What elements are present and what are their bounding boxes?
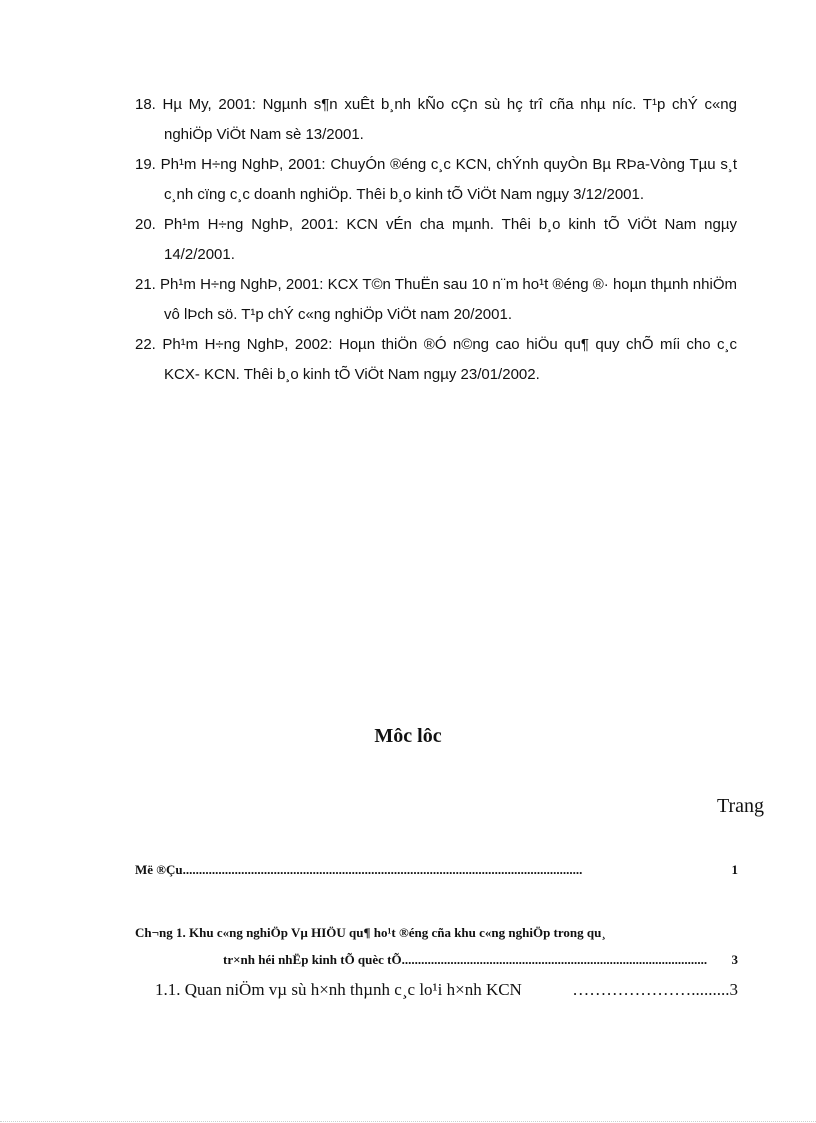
reference-list bbox=[135, 90, 737, 390]
reference-number: 20. bbox=[135, 216, 156, 233]
toc-entry-chapter1-line2[interactable] bbox=[223, 952, 738, 968]
reference-item bbox=[135, 90, 737, 150]
toc-entry-intro[interactable] bbox=[135, 862, 738, 878]
toc-leader-dots: .............................................................................................. bbox=[401, 952, 708, 967]
toc-page-number: 1 bbox=[731, 862, 738, 877]
reference-number: 21. bbox=[135, 276, 156, 293]
reference-text: Ph¹m H÷ng NghÞ, 2001: KCX T©n ThuËn sau 10 n¨m ho¹t ®éng ®· hoµn thµnh nhiÖm vô lÞch sö. T¹p chÝ c«ng nghiÖp ViÖt nam 20/2001. bbox=[160, 276, 737, 323]
reference-text: Ph¹m H÷ng NghÞ, 2001: ChuyÓn ®éng c¸c KCN, chÝnh quyÒn Bµ RÞa-Vòng Tµu s¸t c¸nh cïng c¸c doanh nghiÖp. Thêi b¸o kinh tÕ ViÖt Nam ngµy 3/12/2001. bbox=[160, 156, 737, 203]
toc-entry-section-1-1[interactable] bbox=[155, 980, 738, 1000]
toc-entry-label: Ch¬ng 1. Khu c«ng nghiÖp Vµ HIÖU qu¶ ho¹t ®éng cña khu c«ng nghiÖp trong qu¸ bbox=[135, 925, 606, 940]
reference-item bbox=[135, 330, 737, 390]
toc-page-number: 3 bbox=[729, 980, 738, 999]
reference-item bbox=[135, 270, 737, 330]
toc-entry-label: Më ®Çu bbox=[135, 862, 183, 877]
reference-text: Ph¹m H÷ng NghÞ, 2002: Hoµn thiÖn ®Ó n©ng cao hiÖu qu¶ quy chÕ míi cho c¸c KCX- KCN. Thêi b¸o kinh tÕ ViÖt Nam ngµy 23/01/2002. bbox=[162, 336, 737, 383]
toc-entry-label: tr×nh héi nhËp kinh tÕ quèc tÕ bbox=[223, 952, 402, 967]
reference-number: 18. bbox=[135, 96, 156, 113]
page-bottom-divider bbox=[0, 1121, 816, 1122]
toc-leader-dots: ........................................................................................................................... bbox=[182, 862, 583, 877]
reference-text: Ph¹m H÷ng NghÞ, 2001: KCN vÉn cha mµnh. Thêi b¸o kinh tÕ ViÖt Nam ngµy 14/2/2001. bbox=[163, 216, 737, 263]
toc-entry-chapter1-line1[interactable] bbox=[135, 925, 735, 941]
reference-number: 19. bbox=[135, 156, 156, 173]
toc-page-number: 3 bbox=[731, 952, 738, 967]
toc-entry-label: 1.1. Quan niÖm vµ sù h×nh thµnh c¸c lo¹i h×nh KCN bbox=[155, 980, 522, 999]
reference-text: Hµ My, 2001: Ngµnh s¶n xuÊt b¸nh kÑo cÇn sù hç trî cña nhµ níc. T¹p chÝ c«ng nghiÖp ViÖt Nam sè 13/2001. bbox=[162, 96, 737, 143]
reference-item bbox=[135, 150, 737, 210]
reference-number: 22. bbox=[135, 336, 156, 353]
toc-leader-dots: …………………......... bbox=[572, 980, 730, 999]
reference-item bbox=[135, 210, 737, 270]
toc-page-header: Trang bbox=[716, 795, 764, 817]
toc-title: Môc lôc bbox=[374, 725, 442, 747]
